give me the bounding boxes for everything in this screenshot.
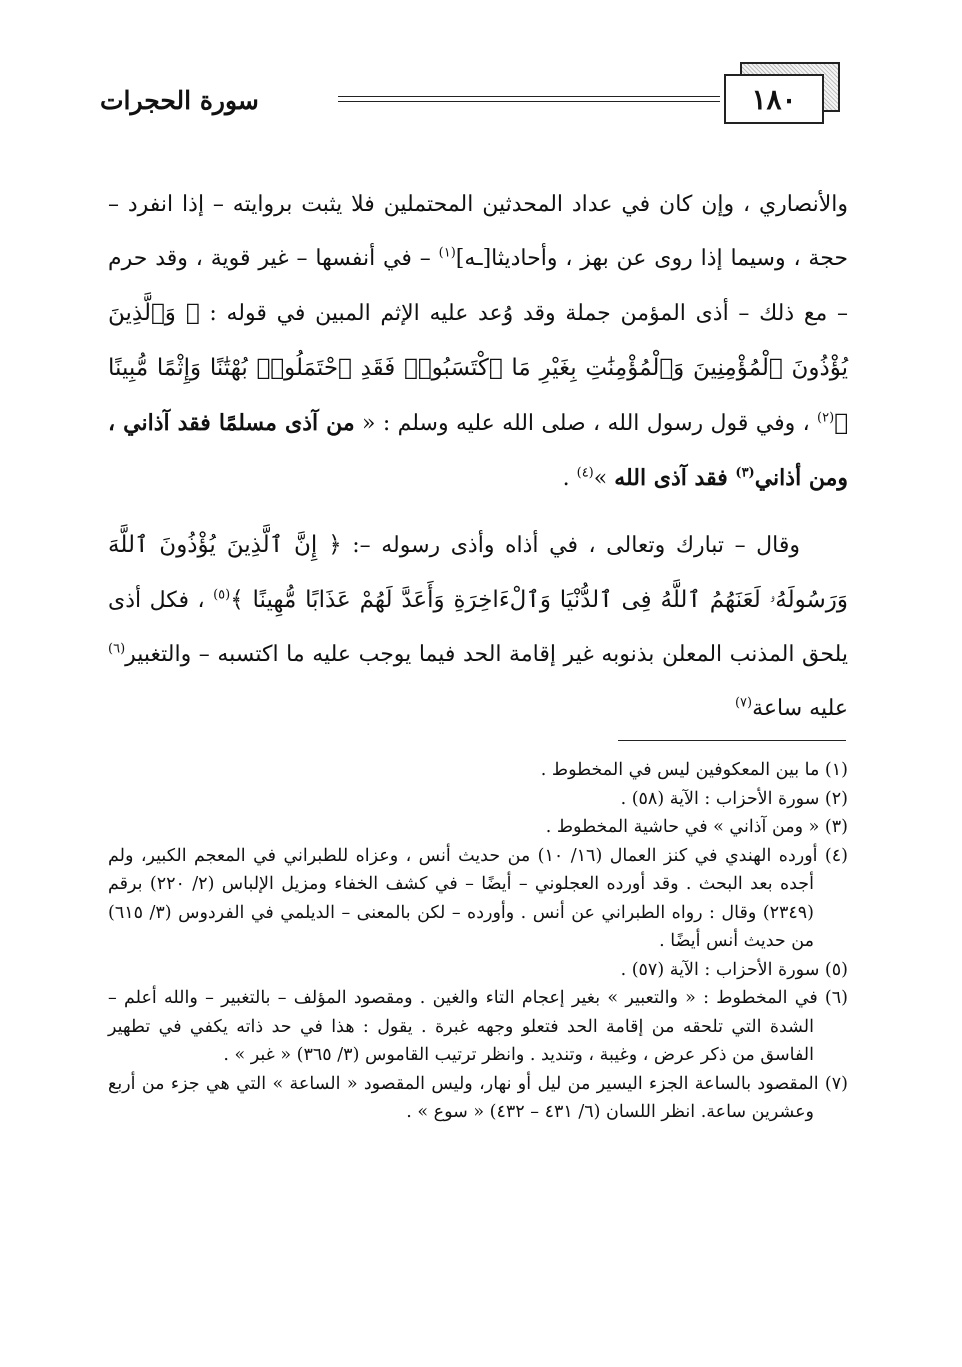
header-rule-bottom: [338, 101, 720, 102]
footnote-5: (٥) سورة الأحزاب : الآية (٥٧) .: [620, 959, 848, 980]
footnote-ref-5: (٥): [213, 587, 231, 603]
header-rule-top: [338, 96, 720, 97]
text-run: عليه ساعة: [752, 696, 848, 721]
footnotes: [108, 756, 848, 1127]
paragraph-1: [108, 178, 848, 506]
text-run: .: [562, 466, 577, 491]
main-text: [108, 178, 848, 736]
text-run: – في أنفسها – غير قوية ، وقد حرم – مع ذلك – أذى المؤمن جملة وقد وُعد عليه الإثم المبين في قوله :: [108, 246, 848, 326]
footnote-separator: [618, 740, 846, 741]
hadith-text: فقد آذى الله: [614, 465, 736, 491]
quran-verse: ﴿ وَٱلَّذِينَ يُؤْذُونَ ٱلْمُؤْمِنِينَ وَٱلْمُؤْمِنَٰتِ بِغَيْرِ مَا ٱكْتَسَبُوا۟ فَقَدِ ٱحْتَمَلُوا۟ بُهْتَٰنًا وَإِثْمًا مُّبِينًا ﴾: [108, 300, 848, 436]
footnote-ref-7: (٧): [734, 695, 753, 711]
quran-verse: ﴿ إِنَّ ٱلَّذِينَ يُؤْذُونَ ٱللَّهَ وَرَسُولَهُۥ لَعَنَهُمُ ٱللَّهُ فِى ٱلدُّنْيَا وَٱلْءَاخِرَةِ وَأَعَدَّ لَهُمْ عَذَابًا مُّهِينًا ﴾: [108, 532, 848, 613]
footnote-ref-2: (٢): [817, 410, 835, 426]
text-run: ، فكل أذى يلحق المذنب المعلن بذنوبه غير إقامة الحد فيما يوجب عليه ما اكتسبه – والتغبير: [108, 588, 848, 667]
footnote-ref-4: (٤): [576, 465, 594, 481]
footnote-1: (١) ما بين المعكوفين ليس في المخطوط .: [540, 760, 848, 780]
page-number: ١٨٠: [751, 82, 797, 116]
footnote-ref-1: (١): [438, 245, 456, 261]
footnote-ref-6: (٦): [108, 641, 126, 657]
running-head-surah-title: سورة الحجرات: [100, 86, 259, 115]
text-run: ، وفي قول رسول الله ، صلى الله عليه وسلم : «: [354, 411, 818, 436]
footnote-2: (٢) سورة الأحزاب : الآية (٥٨) .: [620, 788, 848, 809]
footnote-6: (٦) في المخطوط : « والتعبير » بغير إعجام التاء والغين . ومقصود المؤلف – بالتغبير – والله أعلم – الشدة التي تلحقه من إقامة الحد فتعلو وجهه غبرة . يقول : هذا في حد ذاته يكفي في تطهير الفاسق من ذكر عرض ، وغيبة ، وتنديد . وانظر ترتيب القاموس (٣/ ٣٦٥) « غبر » .: [108, 988, 848, 1065]
footnote-3: (٣) « ومن آذاني » في حاشية المخطوط .: [545, 817, 848, 837]
text-run: والأنصاري ، وإن كان في عداد المحدثين المحتملين فلا يثبت بروايته – إذا انفرد – حجة ، وسيما إذا روى عن بهز ، وأحاديثا[ـه]: [108, 192, 848, 271]
footnote-7: (٧) المقصود بالساعة الجزء اليسير من ليل أو نهار، وليس المقصود « الساعة » التي هي جزء من أربع وعشرين ساعة. انظر اللسان (٦/ ٤٣١ – ٤٣٢) « سوع » .: [108, 1073, 848, 1122]
hadith-text: من آذى مسلمًا فقد آذاني ، ومن أذاني: [108, 410, 848, 491]
footnote-ref-3: (٣): [735, 465, 755, 481]
text-run: وقال – تبارك وتعالى ، في أذاه وأذى رسوله –:: [341, 533, 800, 558]
page-number-box: [724, 74, 824, 124]
text-run: »: [593, 466, 615, 491]
paragraph-2: [108, 518, 848, 736]
footnote-4: (٤) أورده الهندي في كنز العمال (١٦/ ١٠) من حديث أنس ، وعزاه للطبراني في المعجم الكبير، ولم أجده بعد البحث . وقد أورده العجلوني – أيضًا – في كشف الخفاء ومزيل الإلباس (٢/ ٢٢٠) برقم (٢٣٤٩) وقال : رواه الطبراني عن أنس . وأورده – لكن بالمعنى – الديلمي في الفردوس (٣/ ٦١٥) من حديث أنس أيضًا .: [108, 845, 848, 951]
